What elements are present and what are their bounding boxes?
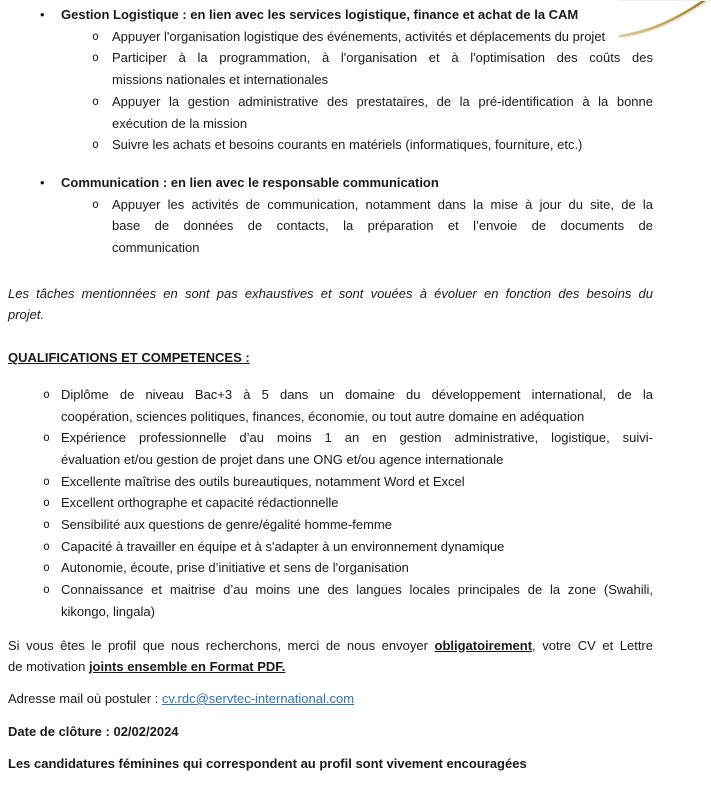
text-line	[8, 635, 653, 657]
circle-bullet-icon: o	[43, 517, 50, 532]
circle-bullet-icon: o	[92, 50, 99, 65]
text-line: projet.	[8, 307, 45, 323]
text-line: Excellent orthographe et capacité rédactionnelle	[61, 495, 339, 511]
missions-list	[8, 4, 653, 259]
note-paragraph	[8, 283, 653, 326]
circle-bullet-icon: o	[43, 582, 50, 597]
emphasis-text: obligatoirement	[434, 637, 533, 653]
mission-item	[8, 194, 653, 259]
text-line: Connaissance et maitrise d’au moins une des langues locales principales de la zone (Swahili,	[61, 582, 653, 598]
text-line: base de données de contacts, la préparation et l’envoie de documents de	[112, 218, 653, 234]
mission-group	[8, 4, 653, 156]
text-line: Les tâches mentionnées en sont pas exhaustives et sont vouées à évoluer en fonction des besoins du	[8, 285, 653, 301]
text-line: Gestion Logistique : en lien avec les services logistique, finance et achat de la CAM	[61, 7, 579, 22]
deadline-line: Date de clôture : 02/02/2024	[8, 723, 179, 739]
text-line: Expérience professionnelle d’au moins 1 an en gestion administrative, logistique, suivi-	[61, 430, 653, 446]
text-line: exécution de la mission	[112, 115, 248, 131]
text-line: Autonomie, écoute, prise d’initiative et sens de l'organisation	[61, 560, 409, 576]
circle-bullet-icon: o	[92, 196, 99, 211]
text-line: Excellente maîtrise des outils bureautiques, notamment Word et Excel	[61, 473, 465, 489]
qualification-item	[8, 492, 653, 514]
text-line: Communication : en lien avec le responsable communication	[61, 174, 439, 190]
text-line: communication	[112, 240, 200, 256]
text-line: Appuyer la gestion administrative des prestataires, de la pré-identification à la bonne	[112, 93, 653, 109]
emphasis-text: joints ensemble en Format PDF.	[88, 659, 286, 675]
text-line: Appuyer l'organisation logistique des événements, activités et déplacements du projet	[112, 28, 606, 44]
qualification-item	[8, 514, 653, 536]
qualification-item	[8, 579, 653, 622]
contact-label: Adresse mail où postuler :	[8, 690, 162, 706]
text-line: Appuyer les activités de communication, notamment dans la mise à jour du site, de la	[112, 196, 653, 212]
circle-bullet-icon: o	[92, 28, 99, 43]
mission-item	[8, 26, 653, 48]
plain-text: Si vous êtes le profil que nous recherchons, merci de nous envoyer	[8, 637, 435, 653]
circle-bullet-icon: o	[43, 386, 50, 401]
mission-title	[8, 172, 653, 194]
mission-group	[8, 172, 653, 259]
footer-line: Les candidatures féminines qui correspondent au profil sont vivement encouragées	[8, 756, 527, 772]
mission-item	[8, 91, 653, 134]
qualifications-list	[8, 384, 653, 623]
bullet-icon: •	[40, 7, 45, 22]
circle-bullet-icon: o	[92, 93, 99, 108]
mission-item	[8, 134, 653, 156]
closing-paragraph	[8, 635, 653, 678]
circle-bullet-icon: o	[43, 495, 50, 510]
bullet-icon: •	[40, 174, 45, 190]
text-line	[8, 656, 653, 678]
qualification-item	[8, 557, 653, 579]
qualifications-heading-text: QUALIFICATIONS ET COMPETENCES :	[8, 350, 250, 366]
circle-bullet-icon: o	[43, 473, 50, 488]
plain-text: , votre CV et Lettre	[532, 637, 653, 653]
mission-item	[8, 47, 653, 90]
plain-text: de motivation	[8, 659, 89, 675]
text-line: Participer à la programmation, à l'organisation et à l'optimisation des coûts des	[112, 50, 653, 66]
circle-bullet-icon: o	[92, 137, 99, 152]
circle-bullet-icon: o	[43, 430, 50, 445]
text-line: Capacité à travailler en équipe et à s'adapter à un environnement dynamique	[61, 538, 505, 554]
qualification-item	[8, 427, 653, 470]
qualifications-heading	[8, 347, 653, 369]
mission-title	[8, 4, 653, 26]
text-line: évaluation et/ou gestion de projet dans une ONG et/ou agence internationale	[61, 451, 504, 467]
email-link[interactable]: cv.rdc@servtec-international.com	[161, 690, 355, 706]
text-line: Suivre les achats et besoins courants en matériels (informatiques, fourniture, etc.)	[112, 137, 583, 153]
circle-bullet-icon: o	[43, 560, 50, 575]
qualification-item	[8, 536, 653, 558]
text-line: Sensibilité aux questions de genre/égalité homme-femme	[61, 517, 392, 533]
contact-line	[8, 688, 653, 710]
text-line: kikongo, lingala)	[61, 603, 155, 619]
qualification-item	[8, 384, 653, 427]
text-line: Diplôme de niveau Bac+3 à 5 dans un domaine du développement international, de la	[61, 386, 653, 402]
circle-bullet-icon: o	[43, 538, 50, 553]
qualification-item	[8, 471, 653, 493]
text-line: coopération, sciences politiques, finances, économie, ou tout autre domaine en adéquation	[61, 408, 585, 424]
text-line: missions nationales et internationales	[112, 72, 329, 88]
